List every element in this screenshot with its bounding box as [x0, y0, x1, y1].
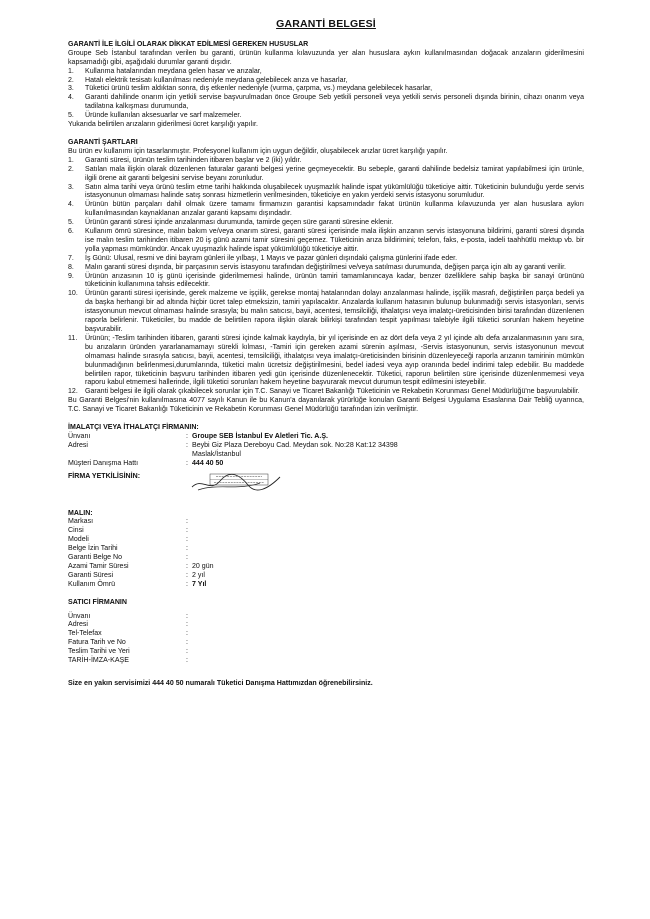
product-row: Azami Tamir Süresi : 20 gün: [68, 562, 214, 570]
seller-row: Teslim Tarihi ve Yeri :: [68, 648, 188, 656]
seller-row: Ünvanı :: [68, 612, 188, 620]
seller-block: [68, 599, 584, 666]
section-conditions-closing: Bu Garanti Belgesi'nin kullanılmasına 4077 sayılı Kanun ile bu Kanun'a dayanılarak yürürlüğe konulan Garanti Belgesi Uygulama Esaslarına Dair Tebliğ uyarınca, T.C. Sanayi ve Ticaret Bakanlığı Tüketicinin ve Rekabetin Korunması Genel Müdürlüğü tarafından izin verilmiştir.: [68, 397, 584, 414]
product-row: Kullanım Ömrü : 7 Yıl: [68, 580, 207, 588]
product-row: Garanti Belge No :: [68, 554, 188, 562]
list-item: 3. Satın alma tarihi veya ürünü teslim etme tarihi hakkında oluşabilecek uyuşmazlık halinde ispat yükümlülüğü tüketiciye aittir. Tüketicinin bulunduğu yerde servis istasyonunun olmaması halinde satış sonrası hizmetlerin verilmesinden, tüketiciye en yakın yerdeki servis istasyonu sorumludur.: [68, 183, 584, 200]
list-item: 1. Kullanma hatalarından meydana gelen hasar ve arızalar,: [68, 67, 262, 75]
list-item: 6. Kullanım ömrü süresince, malın bakım ve/veya onarım süresi, garanti süresi içerisinde mala ilişkin arızanın servis istasyonuna bildirimi, garanti süresi dışında ise malın teslim tarihinden itibaren 20 iş günü azami tamir süresini geçemez. Tüketicinin arıza bildirimini; telefon, faks, e-posta, iadeli taahhütlü mektup vb. bir yolla yapması mümkündür. Ancak uyuşmazlık halinde ispat yükümlülüğü tüketiciye aittir.: [68, 228, 584, 253]
seller-row: Fatura Tarih ve No :: [68, 639, 188, 647]
service-footer-note: Size en yakın servisimizi 444 40 50 numaralı Tüketici Danışma Hattımızdan öğrenebilirsiniz.: [68, 680, 373, 687]
section-notes-intro: Groupe Seb İstanbul tarafından verilen bu garanti, ürünün kullanma kılavuzunda yer alan hususlara aykırı kullanılmasından doğacak arızaların giderilmesini kapsamadığı gibi, aşağıdaki durumlar garanti dışıdır.: [68, 49, 584, 66]
list-item: 9. Ürünün arızasının 10 iş günü içerisinde giderilmemesi halinde, ürünün tamiri tamamlanıncaya kadar, benzer özelliklere sahip başka bir sanayi ürününü tüketicinin kullanımına tahsis edilecektir.: [68, 272, 584, 289]
list-item: 8. Malın garanti süresi dışında, bir parçasının servis istasyonu tarafından değiştirilmesi ve/veya satılması durumunda, değişen parça için altı ay garanti verilir.: [68, 263, 566, 271]
product-row: Modeli :: [68, 536, 188, 544]
product-row: Cinsi :: [68, 527, 188, 535]
section-notes-closing: Yukarıda belirtilen arızaların giderilmesi ücret karşılığı yapılır.: [68, 121, 258, 129]
list-item: 1. Garanti süresi, ürünün teslim tarihinden itibaren başlar ve 2 (iki) yıldır.: [68, 156, 302, 164]
authorized-label: FİRMA YETKİLİSİNİN:: [68, 472, 141, 480]
list-item: 10. Ürünün garanti süresi içerisinde, gerek malzeme ve işçilik, gerekse montaj hatalarından dolayı arızalanması halinde, işçilik masrafı, değiştirilen parça bedeli ya da başka herhangi bir ad altında hiçbir ücret talep etmeksizin, tamiri yapılacaktır. Arızalarda kullanım hatasının bulunup bulunmadığı servis istasyonları, servis istasyonunun mevcut olmaması halinde sırasıyla; bu malın satıcısı, bayii, acentesi, temsilciliği, ithalatçısı veya imalatçı-üreticisinden birisi tarafından düzenlenen raporla belirlenir. Tüketiciler, bu madde de belirtilen rapora ilişkin olarak bilirkişi tarafından tespit yapılması talebiyle ilgili tüketici sorunları hakem heyetine başvurabilir.: [68, 290, 584, 333]
manufacturer-heading: İMALATÇI VEYA İTHALATÇI FİRMANIN:: [68, 424, 199, 432]
seller-row: Adresi :: [68, 621, 188, 629]
manufacturer-block: [68, 424, 584, 500]
product-row: Garanti Süresi : 2 yıl: [68, 571, 205, 579]
warranty-document: [68, 14, 584, 689]
authorized-row: [68, 473, 584, 501]
seller-row: TARİH-İMZA-KAŞE :: [68, 657, 188, 665]
product-row: Markası :: [68, 518, 188, 526]
list-item: 12. Garanti belgesi ile ilgili olarak çıkabilecek sorunlar için T.C. Sanayi ve Ticaret Bakanlığı Tüketicinin ve Rekabetin Korunması Genel Müdürlüğü'ne başvurulabilir.: [68, 388, 580, 396]
product-block: [68, 510, 584, 590]
seller-heading: SATICI FİRMANIN: [68, 598, 127, 606]
list-item: 5. Ürünün garanti süresi içinde arızalanması durumunda, tamirde geçen süre garanti süresine eklenir.: [68, 219, 394, 227]
manufacturer-row: Müşteri Danışma Hattı : 444 40 50: [68, 459, 224, 467]
list-item: 4. Ürünün bütün parçaları dahil olmak üzere tamamı firmamızın garantisi kapsamındadır fakat ürünün kullanma kılavuzunda yer alan hususlara aykırı kullanılmasından kaynaklanan arızalar garanti kapsamı dışındadır.: [68, 201, 584, 218]
document-title: GARANTİ BELGESİ: [276, 18, 376, 30]
list-item: 4. Garanti dahilinde onarım için yetkili servise başvurulmadan önce Groupe Seb yetkili personeli veya yetkili servis personeli dışında birinin, cihazı onarım veya tadilatına kalkışması durumunda,: [68, 94, 584, 111]
list-item: 11. Ürünün; -Teslim tarihinden itibaren, garanti süresi içinde kalmak kaydıyla, bir yıl içerisinde en az dört defa veya 2 yıl içinde altı defa arızalanmasının yanı sıra, bu arızaların üründen yararlanamamayı sürekli kılması, -Tamiri için gereken azami sürenin aşılması, -Servis istasyonunun, servis istasyonunun mevcut olmaması halinde sırasıyla satıcısı, bayii, acentesi, temsilciliği, ithalatçısı veya imalatçı-üreticisinden birisinin düzenleyeceği raporla arızanın tamirinin mümkün bulunmadığının belirlenmesi,durumlarında, tüketici malın ücretsiz değiştirilmesini, bedel iadesi veya ayıp oranında bedel indirimi talep edebilir. Bu maddede belirtilen rapor, tüketicinin başvuru tarihinden itibaren yedi gün içerisinde düzenlenecektir. Tüketici, raporun belirtilen süre içerisinde düzenlenmemesi veya raporu kabul etmemesi hallerinde, ilgili tüketici sorunları hakem heyetine başvurarak mevcut durumun tespit edilmesini isteyebilir.: [68, 334, 584, 387]
product-heading: MALIN:: [68, 509, 93, 517]
section-conditions-intro: Bu ürün ev kullanımı için tasarlanmıştır. Profesyonel kullanım için uygun değildir, oluşabilecek arızlar ücret karşılığı yapılır.: [68, 147, 448, 155]
company-stamp-signature: [188, 471, 284, 499]
manufacturer-row: Adresi : Beybi Giz Plaza Dereboyu Cad. Meydan sok. No:28 Kat:12 34398: [68, 441, 398, 449]
section-notes: [68, 41, 584, 130]
product-row: Belge İzin Tarihi :: [68, 545, 188, 553]
manufacturer-row: Ünvanı : Groupe SEB İstanbul Ev Aletleri Tic. A.Ş.: [68, 432, 329, 440]
section-conditions-list: [68, 157, 584, 397]
list-item: 2. Hatalı elektrik tesisatı kullanılması nedeniyle meydana gelebilecek arıza ve hasarlar,: [68, 76, 348, 84]
section-notes-list: [68, 68, 584, 121]
list-item: 5. Üründe kullanılan aksesuarlar ve sarf malzemeler.: [68, 112, 242, 120]
manufacturer-row: Maslak/İstanbul: [192, 450, 241, 458]
seller-row: Tel-Telefax :: [68, 630, 188, 638]
list-item: 7. İş Günü: Ulusal, resmi ve dini bayram günleri ile yılbaşı, 1 Mayıs ve pazar günleri dışındaki çalışma günlerini ifade eder.: [68, 254, 458, 262]
section-notes-heading: GARANTİ İLE İLGİLİ OLARAK DİKKAT EDİLMESİ GEREKEN HUSUSLAR: [68, 40, 309, 48]
section-conditions-heading: GARANTİ ŞARTLARI: [68, 138, 138, 146]
list-item: 3. Tüketici ürünü teslim aldıktan sonra, dış etkenler nedeniyle (vurma, çarpma, vs.) meydana gelebilecek hasarlar,: [68, 85, 433, 93]
list-item: 2. Satılan mala ilişkin olarak düzenlenen faturalar garanti belgesi yerine geçmeyecektir. Bu sebeple, garanti dahilinde bedelsiz tamirat yapılabilmesi için ürünle, ilgili örene ait garanti belgesini servise beyanı zorunludur.: [68, 165, 584, 182]
section-conditions: [68, 139, 584, 415]
